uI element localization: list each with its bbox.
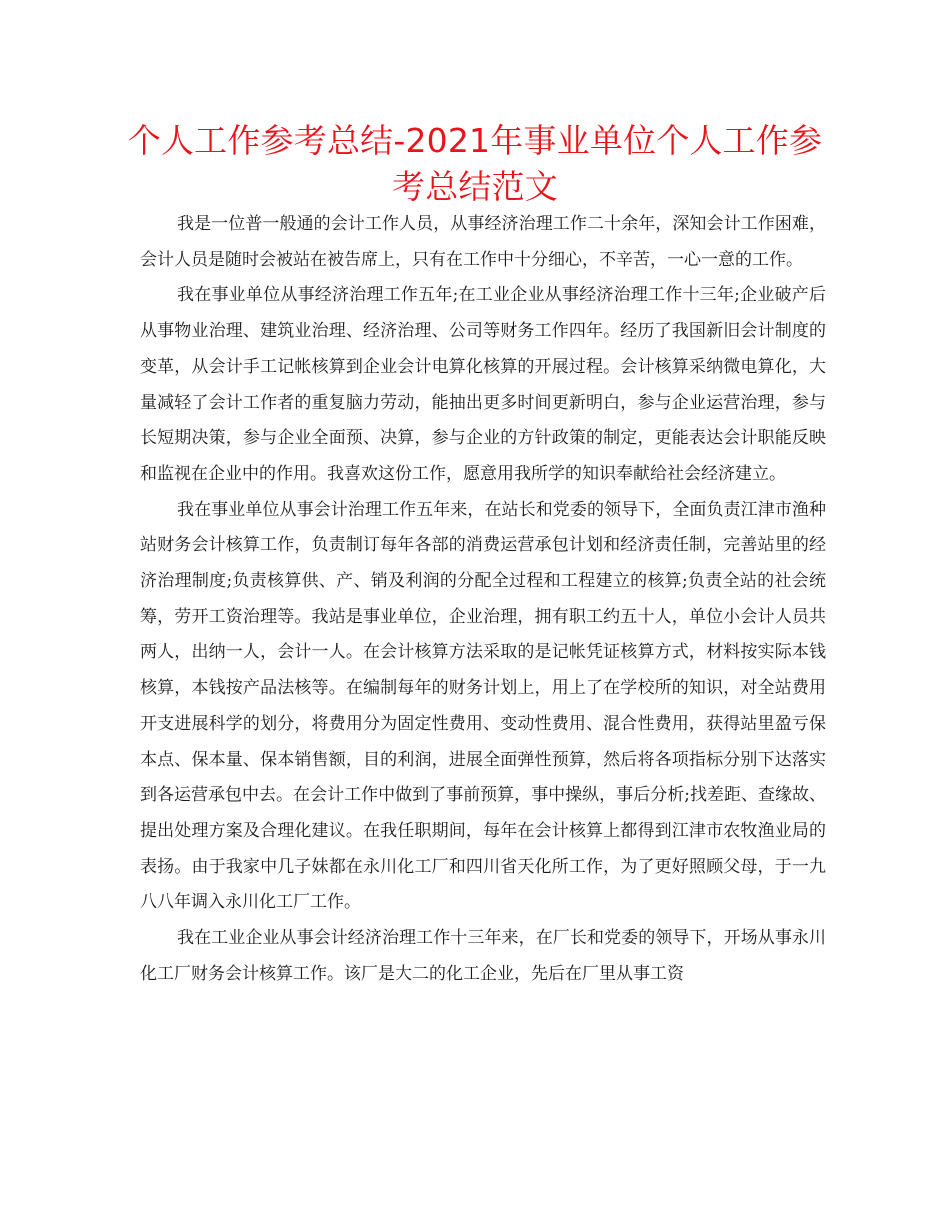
body-paragraph-2: 我在事业单位从事经济治理工作五年;在工业企业从事经济治理工作十三年;企业破产后从事物业治理、建筑业治理、经济治理、公司等财务工作四年。经历了我国新旧会计制度的变革，从会计手工记帐核算到企业会计电算化核算的开展过程。会计核算采纳微电算化，大量减轻了会计工作者的重复脑力劳动，能抽出更多时间更新明白，参与企业运营治理，参与长短期决策，参与企业全面预、决算，参与企业的方针政策的制定，更能表达会计职能反映和监视在企业中的作用。我喜欢这份工作，愿意用我所学的知识奉献给社会经济建立。 — [140, 285, 826, 484]
body-paragraph-4: 我在工业企业从事会计经济治理工作十三年来，在厂长和党委的领导下，开场从事永川化工厂财务会计核算工作。该厂是大二的化工企业，先后在厂里从事工资 — [140, 928, 826, 984]
body-paragraph-1: 我是一位普一般通的会计工作人员，从事经济治理工作二十余年，深知会计工作困难，会计人员是随时会被站在被告席上，只有在工作中十分细心，不辛苦，一心一意的工作。 — [140, 214, 826, 270]
body-paragraph-3: 我在事业单位从事会计治理工作五年来，在站长和党委的领导下，全面负责江津市渔种站财务会计核算工作，负责制订每年各部的消费运营承包计划和经济责任制，完善站里的经济治理制度;负责核算供、产、销及利润的分配全过程和工程建立的核算;负责全站的社会统筹，劳开工资治理等。我站是事业单位，企业治理，拥有职工约五十人，单位小会计人员共两人，出纳一人，会计一人。在会计核算方法采取的是记帐凭证核算方式，材料按实际本钱核算，本钱按产品法核等。在编制每年的财务计划上，用上了在学校所的知识，对全站费用开支进展科学的划分，将费用分为固定性费用、变动性费用、混合性费用，获得站里盈亏保本点、保本量、保本销售额，目的利润，进展全面弹性预算，然后将各项指标分别下达落实到各运营承包中去。在会计工作中做到了事前预算，事中操纵，事后分析;找差距、查缘故、提出处理方案及合理化建议。在我任职期间，每年在会计核算上都得到江津市农牧渔业局的表扬。由于我家中几子妹都在永川化工厂和四川省天化所工作，为了更好照顾父母，于一九八八年调入永川化工厂工作。 — [140, 499, 826, 913]
document-title: 个人工作参考总结-2021年事业单位个人工作参考总结范文 — [127, 121, 823, 206]
document-body — [140, 207, 826, 992]
